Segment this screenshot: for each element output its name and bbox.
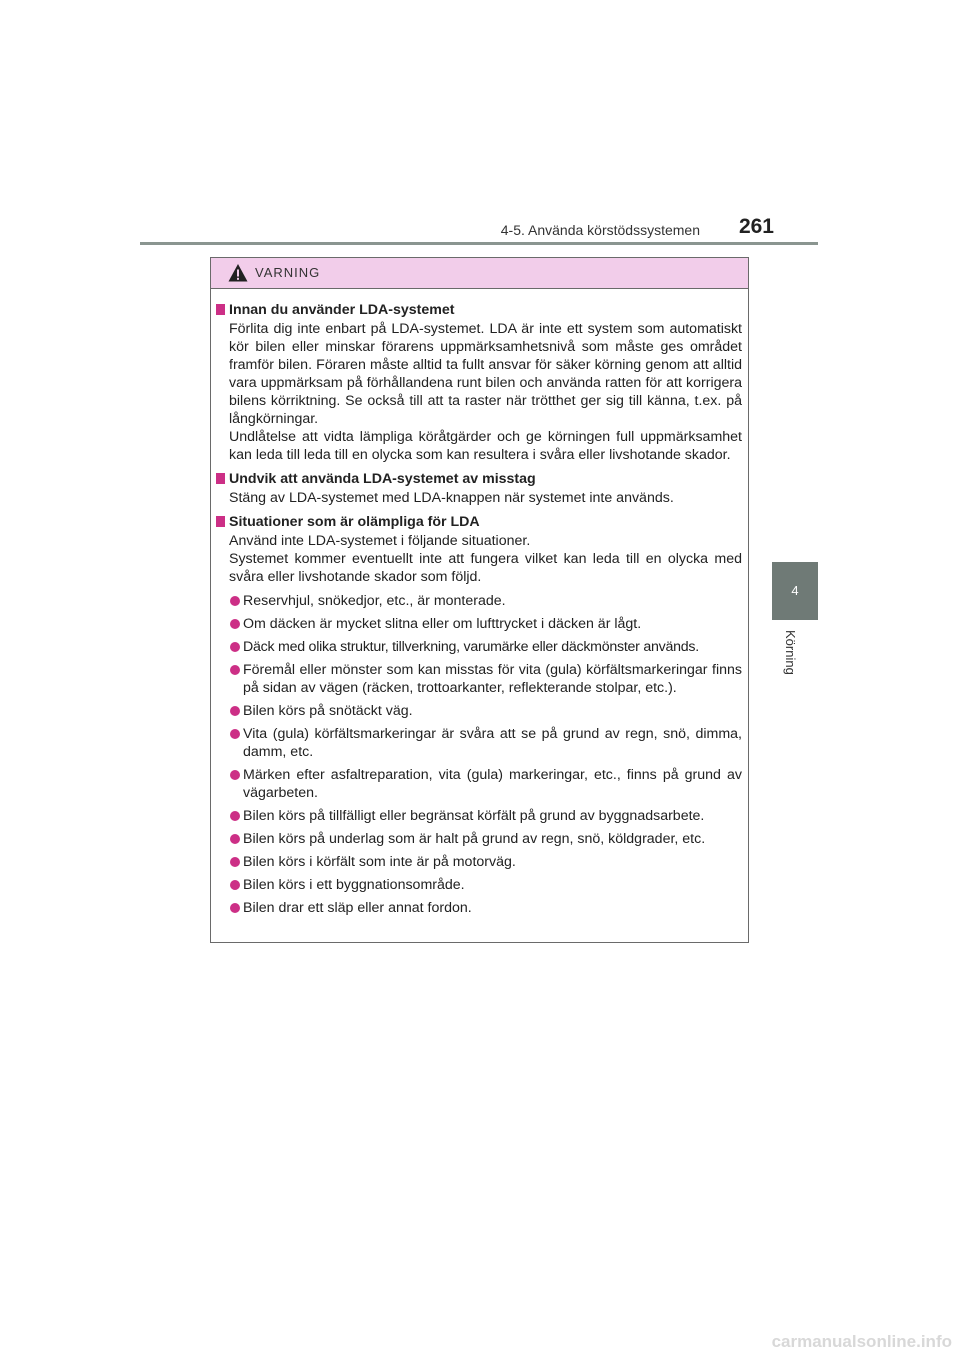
list-item — [215, 899, 742, 917]
warning-header — [211, 258, 748, 289]
list-item — [215, 592, 742, 610]
list-item-text: Bilen körs i ett byggnationsområde. — [243, 877, 465, 893]
section-heading — [215, 513, 742, 531]
bullet-dot-icon — [230, 642, 240, 652]
section-heading — [215, 301, 742, 319]
square-bullet-icon — [216, 304, 225, 315]
square-bullet-icon — [216, 473, 225, 484]
list-item — [215, 615, 742, 633]
bullet-dot-icon — [230, 729, 240, 739]
list-item — [215, 766, 742, 802]
list-item — [215, 638, 742, 656]
warning-title: VARNING — [255, 265, 321, 280]
list-item-text: Märken efter asfaltreparation, vita (gula) markeringar, etc., finns på grund av vägarbeten. — [243, 767, 742, 801]
list-item-text: Bilen körs på snötäckt väg. — [243, 703, 413, 719]
bullet-dot-icon — [230, 770, 240, 780]
list-item-text: Bilen körs i körfält som inte är på motorväg. — [243, 854, 516, 870]
section-heading — [215, 470, 742, 488]
header-divider — [140, 242, 818, 245]
bullet-dot-icon — [230, 811, 240, 821]
chapter-label — [783, 630, 807, 710]
list-item — [215, 830, 742, 848]
bullet-dot-icon — [230, 596, 240, 606]
bullet-dot-icon — [230, 903, 240, 913]
bullet-list — [215, 592, 742, 917]
list-item-text: Föremål eller mönster som kan misstas för vita (gula) körfältsmarkeringar finns på sidan av vägen (räcken, trottoarkanter, reflekterande stolpar, etc.). — [243, 662, 742, 696]
chapter-label-text: Körning — [783, 630, 798, 675]
list-item-text: Bilen körs på underlag som är halt på grund av regn, snö, köldgrader, etc. — [243, 831, 706, 847]
list-item-text: Vita (gula) körfältsmarkeringar är svåra att se på grund av regn, snö, dimma, damm, etc. — [243, 726, 742, 760]
bullet-dot-icon — [230, 619, 240, 629]
list-item-text: Reservhjul, snökedjor, etc., är monterade. — [243, 593, 506, 609]
section-unsuitable-situations — [215, 513, 742, 917]
chapter-tab: 4 — [772, 562, 818, 620]
bullet-dot-icon — [230, 834, 240, 844]
bullet-dot-icon — [230, 857, 240, 867]
bullet-dot-icon — [230, 880, 240, 890]
page-header — [140, 206, 818, 246]
paragraph: Använd inte LDA-systemet i följande situationer. — [229, 533, 531, 549]
section-avoid-mistake — [215, 470, 742, 507]
list-item — [215, 876, 742, 894]
bullet-dot-icon — [230, 665, 240, 675]
list-item-text: Om däcken är mycket slitna eller om lufttrycket i däcken är lågt. — [243, 616, 642, 632]
section-title: 4-5. Använda körstödssystemen — [500, 222, 700, 238]
paragraph: Systemet kommer eventuellt inte att fungera vilket kan leda till en olycka med svåra eller livshotande skador som följd. — [229, 551, 742, 585]
watermark: carmanualsonline.info — [771, 1332, 952, 1351]
warning-triangle-icon — [228, 263, 248, 283]
list-item — [215, 702, 742, 720]
paragraph: Stäng av LDA-systemet med LDA-knappen när systemet inte används. — [229, 490, 674, 506]
list-item — [215, 725, 742, 761]
list-item-text: Bilen körs på tillfälligt eller begränsat körfält på grund av byggnadsarbete. — [243, 808, 705, 824]
section-heading-text: Innan du använder LDA-systemet — [229, 302, 455, 318]
section-heading-text: Situationer som är olämpliga för LDA — [229, 514, 480, 530]
list-item-text: Däck med olika struktur, tillverkning, varumärke eller däckmönster används. — [243, 639, 699, 655]
warning-box — [210, 257, 749, 943]
square-bullet-icon — [216, 516, 225, 527]
bullet-dot-icon — [230, 706, 240, 716]
list-item — [215, 661, 742, 697]
list-item-text: Bilen drar ett släp eller annat fordon. — [243, 900, 472, 916]
section-heading-text: Undvik att använda LDA-systemet av misstag — [229, 471, 536, 487]
section-before-use — [215, 301, 742, 464]
page-number: 261 — [738, 215, 774, 238]
list-item — [215, 853, 742, 871]
paragraph: Undlåtelse att vidta lämpliga köråtgärder och ge körningen full uppmärksamhet kan leda till leda till en olycka som kan resultera i svåra eller livshotande skador. — [229, 429, 742, 463]
list-item — [215, 807, 742, 825]
warning-content — [211, 289, 748, 917]
paragraph: Förlita dig inte enbart på LDA-systemet. LDA är inte ett system som automatiskt kör bilen eller minskar förarens uppmärksamhetsnivå som måste ges området framför bilen. Föraren måste alltid ta fullt ansvar för säker körning genom att alltid vara uppmärksam på förhållandena runt bilen och använda ratten för att korrigera bilens körriktning. Se också till att ta raster när trötthet ger sig till känna, t.ex. på långkörningar. — [229, 321, 742, 427]
